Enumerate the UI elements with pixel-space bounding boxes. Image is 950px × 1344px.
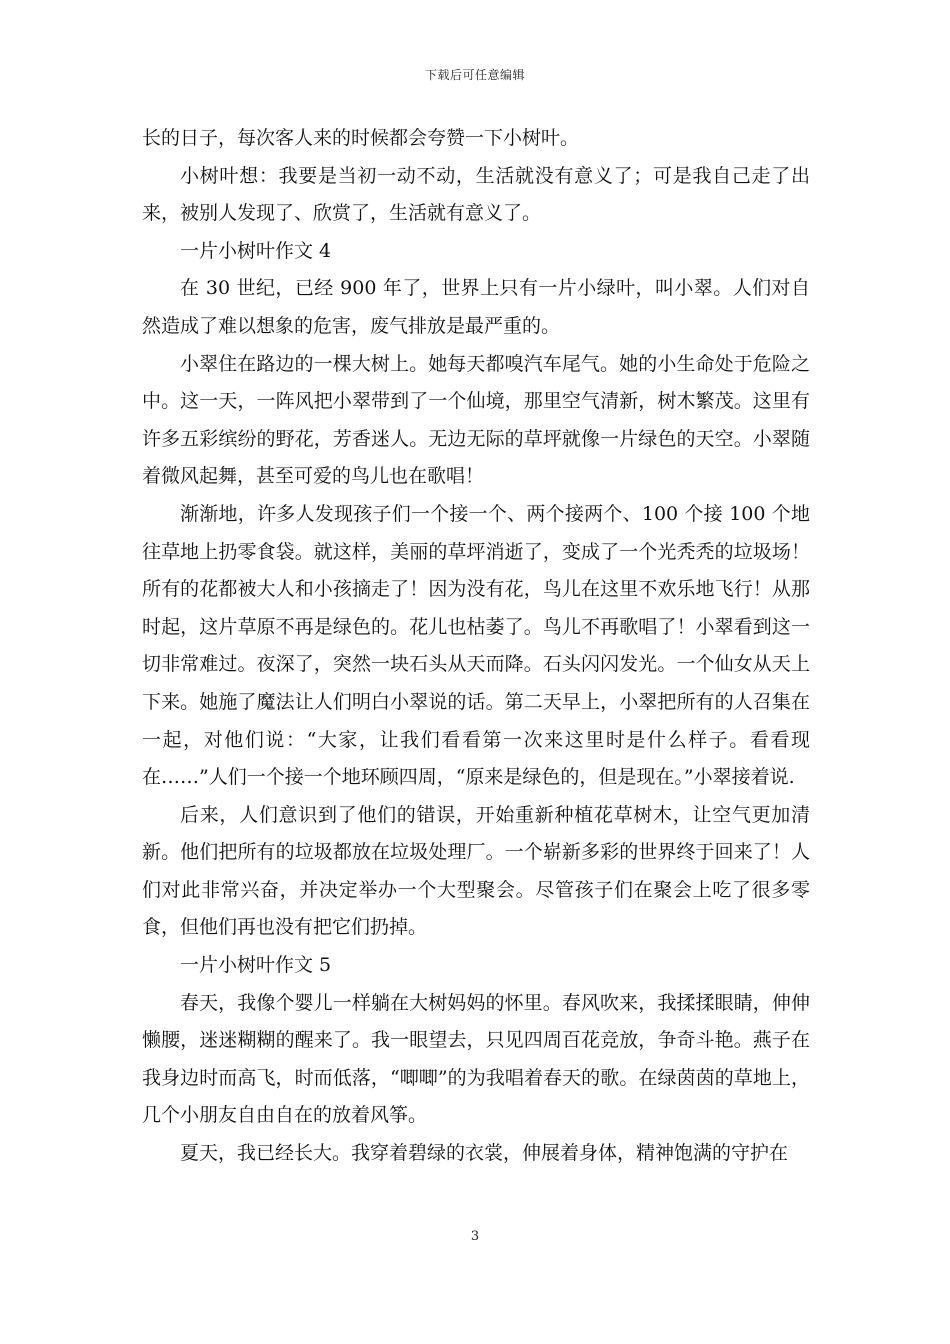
paragraph-continuation: 长的日子，每次客人来的时候都会夸赞一下小树叶。 [142,127,580,149]
page-header: 下载后可任意编辑 [424,68,525,82]
paragraph: 渐渐地，许多人发现孩子们一个接一个、两个接两个、100 个接 100 个地往草地上扔零食袋。就这样，美丽的草坪消逝了，变成了一个光秃秃的垃圾场！所有的花都被大人和小孩摘走了！因为没有花，鸟儿在这里不欢乐地飞行！从那时起，这片草原不再是绿色的。花儿也枯萎了。鸟儿不再歌唱了！小翠看到这一切非常难过。夜深了，突然一块石头从天而降。石头闪闪发光。一个仙女从天上下来。她施了魔法让人们明白小翠说的话。第二天早上，小翠把所有的人召集在一起，对他们说：“大家，让我们看看第一次来这里时是什么样子。看看现在……”人们一个接一个地环顾四周，“原来是绿色的，但是现在。”小翠接着说. [142,502,810,789]
paragraph: 小翠住在路边的一棵大树上。她每天都嗅汽车尾气。她的小生命处于危险之中。这一天，一阵风把小翠带到了一个仙境，那里空气清新，树木繁茂。这里有许多五彩缤纷的野花，芳香迷人。无边无际的草坪就像一片绿色的天空。小翠随着微风起舞，甚至可爱的鸟儿也在歌唱！ [142,352,810,488]
section-heading: 一片小树叶作文 4 [180,239,332,262]
paragraph: 夏天，我已经长大。我穿着碧绿的衣裳，伸展着身体，精神饱满的守护在 [180,1142,789,1165]
paragraph: 春天，我像个婴儿一样躺在大树妈妈的怀里。春风吹来，我揉揉眼睛，伸伸懒腰，迷迷糊糊的醒来了。我一眼望去，只见四周百花竞放，争奇斗艳。燕子在我身边时而高飞，时而低落，“唧唧”的为我唱着春天的歌。在绿茵茵的草地上，几个小朋友自由自在的放着风筝。 [142,991,810,1127]
paragraph: 在 30 世纪，已经 900 年了，世界上只有一片小绿叶，叫小翠。人们对自然造成了难以想象的危害，废气排放是最严重的。 [142,277,810,337]
paragraph: 后来，人们意识到了他们的错误，开始重新种植花草树木，让空气更加清新。他们把所有的垃圾都放在垃圾处理厂。一个崭新多彩的世界终于回来了！人们对此非常兴奋，并决定举办一个大型聚会。尽管孩子们在聚会上吃了很多零食，但他们再也没有把它们扔掉。 [142,803,810,939]
section-heading: 一片小树叶作文 5 [180,954,332,977]
paragraph: 小树叶想：我要是当初一动不动，生活就没有意义了；可是我自己走了出来，被别人发现了、欣赏了，生活就有意义了。 [142,164,810,225]
page-number: 3 [470,1229,480,1244]
article-body [142,120,810,1173]
